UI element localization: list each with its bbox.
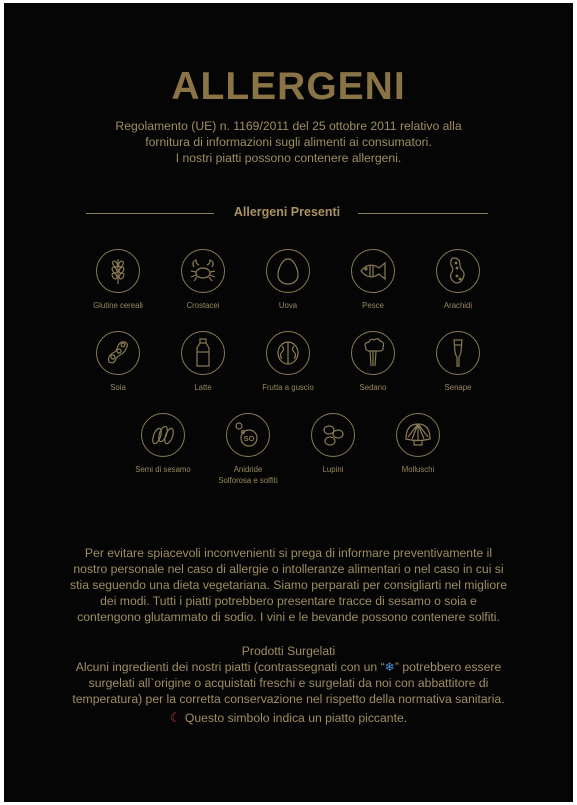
peanut-icon [435,248,481,294]
frozen-line [54,659,523,675]
allergen-label-line: Solforosa e solfiti [218,476,278,485]
sulphite-symbol: SO [243,434,255,443]
allergen-item-arachidi [417,248,499,311]
allergen-label: Sedano [359,383,387,392]
allergen-item-crostacei [162,248,244,311]
allergen-label-line: Anidride [233,465,263,474]
allergen-item-glutine [77,248,159,311]
notice-line: dei modi. Tutti i piatti potrebbero presentare tracce di sesamo o soia e [100,594,477,608]
shell-icon [395,412,441,458]
allergen-item-pesce [332,248,414,311]
egg-icon [265,248,311,294]
frozen-line: temperatura) per la corretta conservazione nel rispetto della normativa sanitaria. [72,692,505,706]
crab-icon [180,248,226,294]
allergen-page [4,3,573,802]
allergen-item-soia [77,330,159,393]
celery-icon [350,330,396,376]
allergy-notice [54,545,523,625]
lupin-icon [310,412,356,458]
allergen-label: Frutta a guscio [262,383,314,392]
allergen-label: Soia [110,383,126,392]
allergen-label: Lupini [322,465,344,474]
frozen-products-notice [54,643,523,707]
allergen-item-uova [247,248,329,311]
regulation-intro [64,118,513,166]
allergen-item-lupini [292,412,374,475]
divider-right [358,213,488,214]
section-heading [86,205,488,221]
wheat-icon [95,248,141,294]
allergen-label: Pesce [362,301,384,310]
allergen-label: Molluschi [401,465,435,474]
page-title: ALLERGENI [171,65,406,108]
sulphite-icon [225,412,271,458]
fish-icon [350,248,396,294]
allergen-item-sedano [332,330,414,393]
soy-icon [95,330,141,376]
frozen-line: surgelati all`origine o acquistati freschi e surgelati da noi con abbattitore di [88,676,489,690]
allergen-item-solfiti [207,412,289,486]
spicy-legend [4,710,573,726]
spicy-text: Questo simbolo indica un piatto piccante. [184,711,408,725]
frozen-title: Prodotti Surgelati [241,644,336,658]
allergen-label: Semi di sesamo [135,465,191,474]
intro-line: I nostri piatti possono contenere allergeni. [175,151,402,165]
notice-line: contengono glutammato di sodio. I vini e le bevande possono contenere solfiti. [77,610,500,624]
intro-line: Regolamento (UE) n. 1169/2011 del 25 ottobre 2011 relativo alla [115,119,462,133]
notice-line: stia seguendo una dieta vegetariana. Siamo perparati per consigliarti nel migliore [70,578,507,592]
allergen-label: Latte [194,383,212,392]
notice-line: Per evitare spiacevoli inconvenienti si prega di informare preventivamente il [84,546,493,560]
allergen-label: Uova [278,301,298,310]
snowflake-icon: ❄ [384,660,395,674]
frozen-line-text: ” potrebbero essere [394,660,502,674]
intro-line: fornitura di informazioni sugli alimenti ai consumatori. [145,135,432,149]
walnut-icon [265,330,311,376]
milk-bottle-icon [180,330,226,376]
mustard-icon [435,330,481,376]
allergen-label: Arachidi [443,301,473,310]
allergen-item-sesamo [122,412,204,475]
allergen-label [207,464,289,486]
allergen-item-senape [417,330,499,393]
allergen-label: Crostacei [186,301,220,310]
sesame-icon [140,412,186,458]
chili-moon-icon: ☾ [169,710,182,725]
section-title: Allergeni Presenti [233,205,341,219]
allergen-label: Senape [444,383,472,392]
notice-line: nostro personale nel caso di allergie o intolleranze alimentari o nel caso in cui si [73,562,504,576]
allergen-item-latte [162,330,244,393]
frozen-line-text: Alcuni ingredienti dei nostri piatti (contrassegnati con un “ [75,660,385,674]
allergen-item-molluschi [377,412,459,475]
allergen-item-frutta-guscio [247,330,329,393]
allergen-label: Glutine cereali [93,301,143,310]
